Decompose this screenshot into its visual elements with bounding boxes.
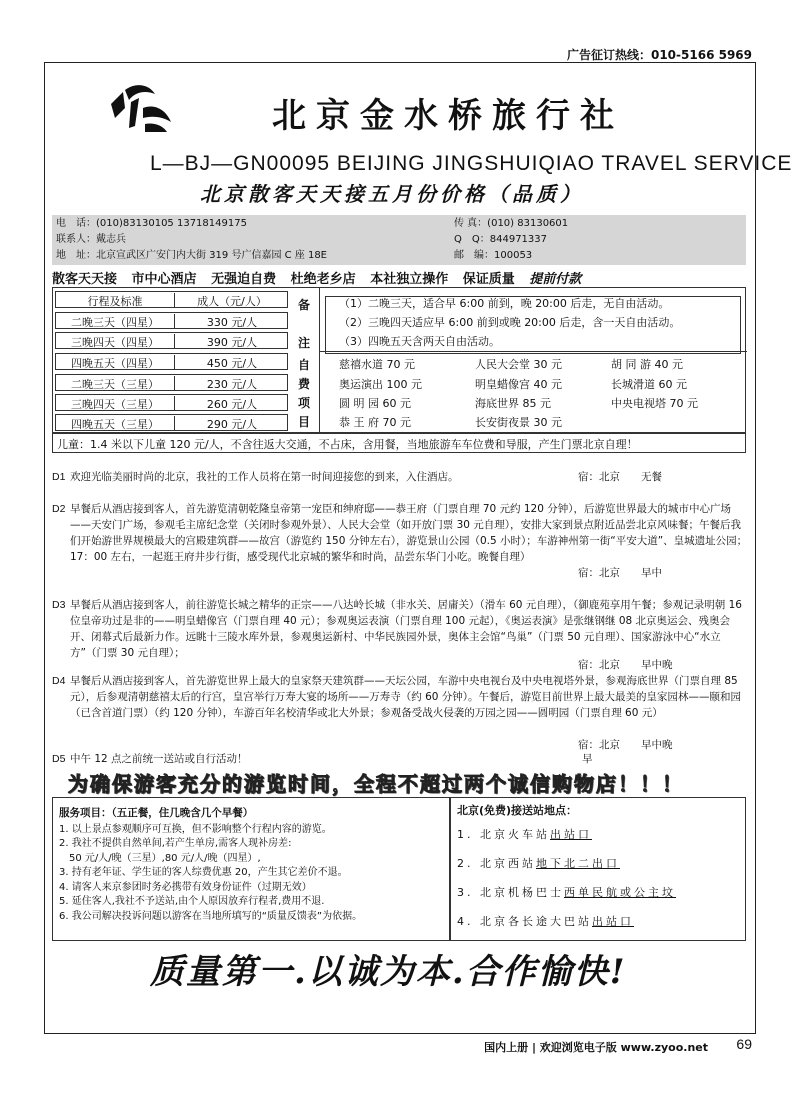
optional-label: 目 (297, 415, 310, 429)
service-item: 5. 延住客人,我社不予送站,由个人原因放弃行程者,费用不退. (59, 896, 325, 907)
optional-item: 奥运演出 100 元 (339, 378, 422, 391)
feature-item: 杜绝老乡店 (290, 272, 356, 287)
notes-label: 备 (297, 298, 310, 312)
price-subtitle: 北京散客天天接五月份价格（品质） (200, 182, 584, 206)
contact-address: 地 址：北京宣武区广安门内大街 319 号广信嘉园 C 座 18E (56, 250, 328, 261)
route-header: 行程及标准 (87, 295, 143, 308)
itinerary-day (52, 597, 750, 661)
feature-item: 无强迫自费 (211, 272, 277, 287)
ad-hotline: 广告征订热线：010-5166 5969 (566, 48, 752, 62)
route-cell: 二晚三天（四星） (71, 316, 159, 329)
route-cell: 四晚五天（三星） (71, 418, 159, 431)
pickup-item (457, 855, 739, 871)
feature-item: 本社独立操作 (370, 272, 449, 287)
feature-item: 提前付款 (529, 272, 582, 287)
day-text: 早餐后从酒店接到客人，首先游览世界上最大的皇家祭天建筑群——天坛公园，车游中央电视台及中央电视塔外景，参观海底世界（门票自理 85 元），后参观清朝慈禧太后的行宫，皇宫举行万寿大宴的场所——万寿寺（约 60 分钟）。午餐后，游览目前世界上最大最美的皇家园林——颐和园（已含首道门票）（约 120 分钟），车游百年名校清华或北大外景；参观备受战火侵袭的万园之园——圆明园（门票自理 60 元） (70, 675, 742, 719)
notes-box (325, 296, 741, 354)
notes-label: 注 (297, 336, 310, 350)
table-row (55, 353, 288, 370)
price-cell: 390 元/人 (174, 334, 289, 349)
contact-fax: 传 真：(010) 83130601 (454, 218, 569, 229)
pickup-spot: 出站口 (592, 915, 634, 928)
shopping-banner: 为确保游客充分的游览时间，全程不超过两个诚信购物店！！！ (68, 772, 684, 796)
service-title: 服务项目：（五正餐，住几晚含几个早餐） (59, 807, 254, 819)
day-stay: 宿：北京 无餐 (578, 471, 662, 483)
pickup-place: 3. 北京机杨巴士 (457, 886, 564, 899)
day-text: 中午 12 点之前统一送站或自行活动！ (70, 753, 248, 765)
optional-label: 项 (297, 396, 310, 410)
service-item: 3. 持有老年证、学生证的客人综费优惠 20，产生其它差价不退。 (59, 867, 348, 878)
day-text: 早餐后从酒店接到客人，前往游览长城之精华的正宗——八达岭长城（非水关、居庸关）（滑车 60 元自理），（御鹿苑享用午餐；参观记录明朝 16 位皇帝功过是非的——明皇蜡像宫（门票自理 40 元）；参观奥运表演（门票自理 100 元起），《奥运表演》是张继钢继 08 北京奥运会、残奥会开、闭幕式后最新力作。远眺十三陵水库外景，参观奥运新村、中华民族园外景，奥体主会馆“鸟巢”（门票 50 元自理）、国家游泳中心“水立方”（门票 30 元自理）； (70, 599, 742, 659)
notes-list (339, 294, 680, 351)
contact-phone: 电 话：(010)83130105 13718149175 (56, 218, 247, 229)
pickup-box (450, 797, 746, 941)
contact-postcode: 邮 编：100053 (454, 250, 533, 261)
children-note: 儿童：1.4 米以下儿童 120 元/人，不含往返大交通，不占床，含用餐，当地旅游车车位费和导服，产生门票北京自理！ (52, 433, 746, 453)
agency-logo-icon (105, 78, 177, 136)
service-item: 50 元/人/晚（三星）,80 元/人/晚（四星）, (59, 852, 261, 864)
feature-item: 散客天天接 (52, 272, 118, 287)
pickup-spot: 西单民航或公主坟 (564, 886, 676, 899)
service-item: 2. 我社不提供自然单间,若产生单房,需客人现补房差: (59, 838, 292, 849)
day-tag: D1 (52, 471, 66, 483)
table-row (55, 394, 288, 411)
table-row (55, 312, 288, 329)
day-stay: 宿：北京 早中晚 (578, 739, 673, 751)
day-stay: 宿：北京 早中晚 (578, 659, 673, 671)
service-item: 6. 我公司解决投诉问题以游客在当地所填写的“质量反馈表”为依据。 (59, 910, 363, 922)
pickup-place: 1. 北京火车站 (457, 828, 550, 841)
feature-list (52, 268, 591, 287)
optional-item: 人民大会堂 30 元 (475, 358, 562, 371)
day-text: 欢迎光临美丽时尚的北京，我社的工作人员将在第一时间迎接您的到来，入住酒店。 (70, 471, 459, 483)
table-row (55, 332, 288, 349)
route-cell: 三晚四天（三星） (71, 398, 159, 411)
price-cell: 450 元/人 (174, 355, 289, 370)
day-stay: 宿：北京 早中 (578, 567, 662, 579)
feature-item: 市中心酒店 (131, 272, 197, 287)
optional-item: 海底世界 85 元 (475, 397, 551, 410)
day-tag: D5 (52, 753, 66, 765)
optional-item: 长城滑道 60 元 (611, 378, 687, 391)
contact-block (52, 215, 746, 265)
day-stay: 早 (582, 753, 593, 765)
itinerary-day (52, 501, 750, 565)
optional-item: 恭 王 府 70 元 (339, 416, 411, 429)
service-item: 1. 以上景点参观顺序可互换，但不影响整个行程内容的游览。 (59, 823, 332, 835)
optional-item: 圆 明 园 60 元 (339, 397, 411, 410)
day-tag: D2 (52, 503, 66, 515)
route-cell: 三晚四天（四星） (71, 336, 159, 349)
note-item: （3）四晚五天含两天自由活动。 (339, 335, 500, 348)
pickup-item (457, 913, 739, 929)
service-box (52, 797, 450, 941)
table-row (55, 414, 288, 431)
optional-item: 明皇蜡像宫 40 元 (475, 378, 562, 391)
price-column (53, 288, 288, 432)
optional-item: 中央电视塔 70 元 (611, 397, 698, 410)
page-number: 69 (736, 1036, 752, 1052)
agency-name: 北京金水桥旅行社 (272, 96, 624, 136)
itinerary-day (52, 673, 750, 721)
price-cell: 290 元/人 (174, 416, 289, 431)
pickup-title: 北京(免费)接送站地点： (457, 804, 578, 817)
price-table (52, 287, 746, 433)
optional-item: 慈禧水道 70 元 (339, 358, 415, 371)
pickup-place: 2. 北京西站 (457, 857, 536, 870)
day-tag: D3 (52, 599, 66, 611)
price-header: 成人（元/人） (174, 293, 289, 308)
optional-label: 费 (297, 377, 310, 391)
day-tag: D4 (52, 675, 66, 687)
footer-text: 国内上册 | 欢迎浏览电子版 www.zyoo.net (484, 1041, 708, 1054)
price-cell: 330 元/人 (174, 314, 289, 329)
optional-item: 胡 同 游 40 元 (611, 358, 683, 371)
pickup-spot: 出站口 (550, 828, 592, 841)
column-divider (319, 288, 320, 432)
optional-item: 长安街夜景 30 元 (475, 416, 562, 429)
route-cell: 二晚三天（三星） (71, 378, 159, 391)
pickup-item (457, 884, 739, 900)
pickup-spot: 地下北二出口 (536, 857, 620, 870)
pickup-item (457, 826, 739, 842)
route-cell: 四晚五天（四星） (71, 357, 159, 370)
slogan: 质量第一.以诚为本.合作愉快! (150, 952, 627, 992)
itinerary-day (52, 751, 750, 767)
day-text: 早餐后从酒店接到客人，首先游览清朝乾隆皇帝第一宠臣和绅府邸——恭王府（门票自理 70 元约 120 分钟），后游览世界最大的城市中心广场——天安门广场，参观毛主席纪念堂（关闭时参观外景）、人民大会堂（如开放门票 30 元自理），安排大家到景点附近品尝北京风味餐；午餐后我们开始游世界规模最大的宫殿建筑群——故宫（游览约 150 分钟左右），游览景山公园（0.5 小时）；车游神州第一街“平安大道”、皇城遗址公园；17：00 左右，一起逛王府井步行街，感受现代北京城的繁华和时尚，品尝东华门小吃。晚餐自理） (70, 503, 748, 563)
price-header-row (55, 291, 288, 308)
service-item: 4. 请客人来京参团时务必携带有效身份证件（过期无效） (59, 881, 312, 893)
pickup-place: 4. 北京各长途大巴站 (457, 915, 592, 928)
feature-item: 保证质量 (462, 272, 515, 287)
contact-qq: Q Q：844971337 (454, 234, 548, 245)
contact-person: 联系人：戴志兵 (56, 234, 126, 245)
price-cell: 260 元/人 (174, 396, 289, 411)
optional-label: 自 (297, 358, 310, 372)
price-cell: 230 元/人 (174, 376, 289, 391)
table-row (55, 374, 288, 391)
note-item: （1）二晚三天，适合早 6:00 前到，晚 20:00 后走，无自由活动。 (339, 297, 670, 310)
note-item: （2）三晚四天适应早 6:00 前到或晚 20:00 后走，含一天自由活动。 (339, 316, 681, 329)
agency-code-line: L—BJ—GN00095 BEIJING JINGSHUIQIAO TRAVEL SERVICE (150, 152, 793, 175)
